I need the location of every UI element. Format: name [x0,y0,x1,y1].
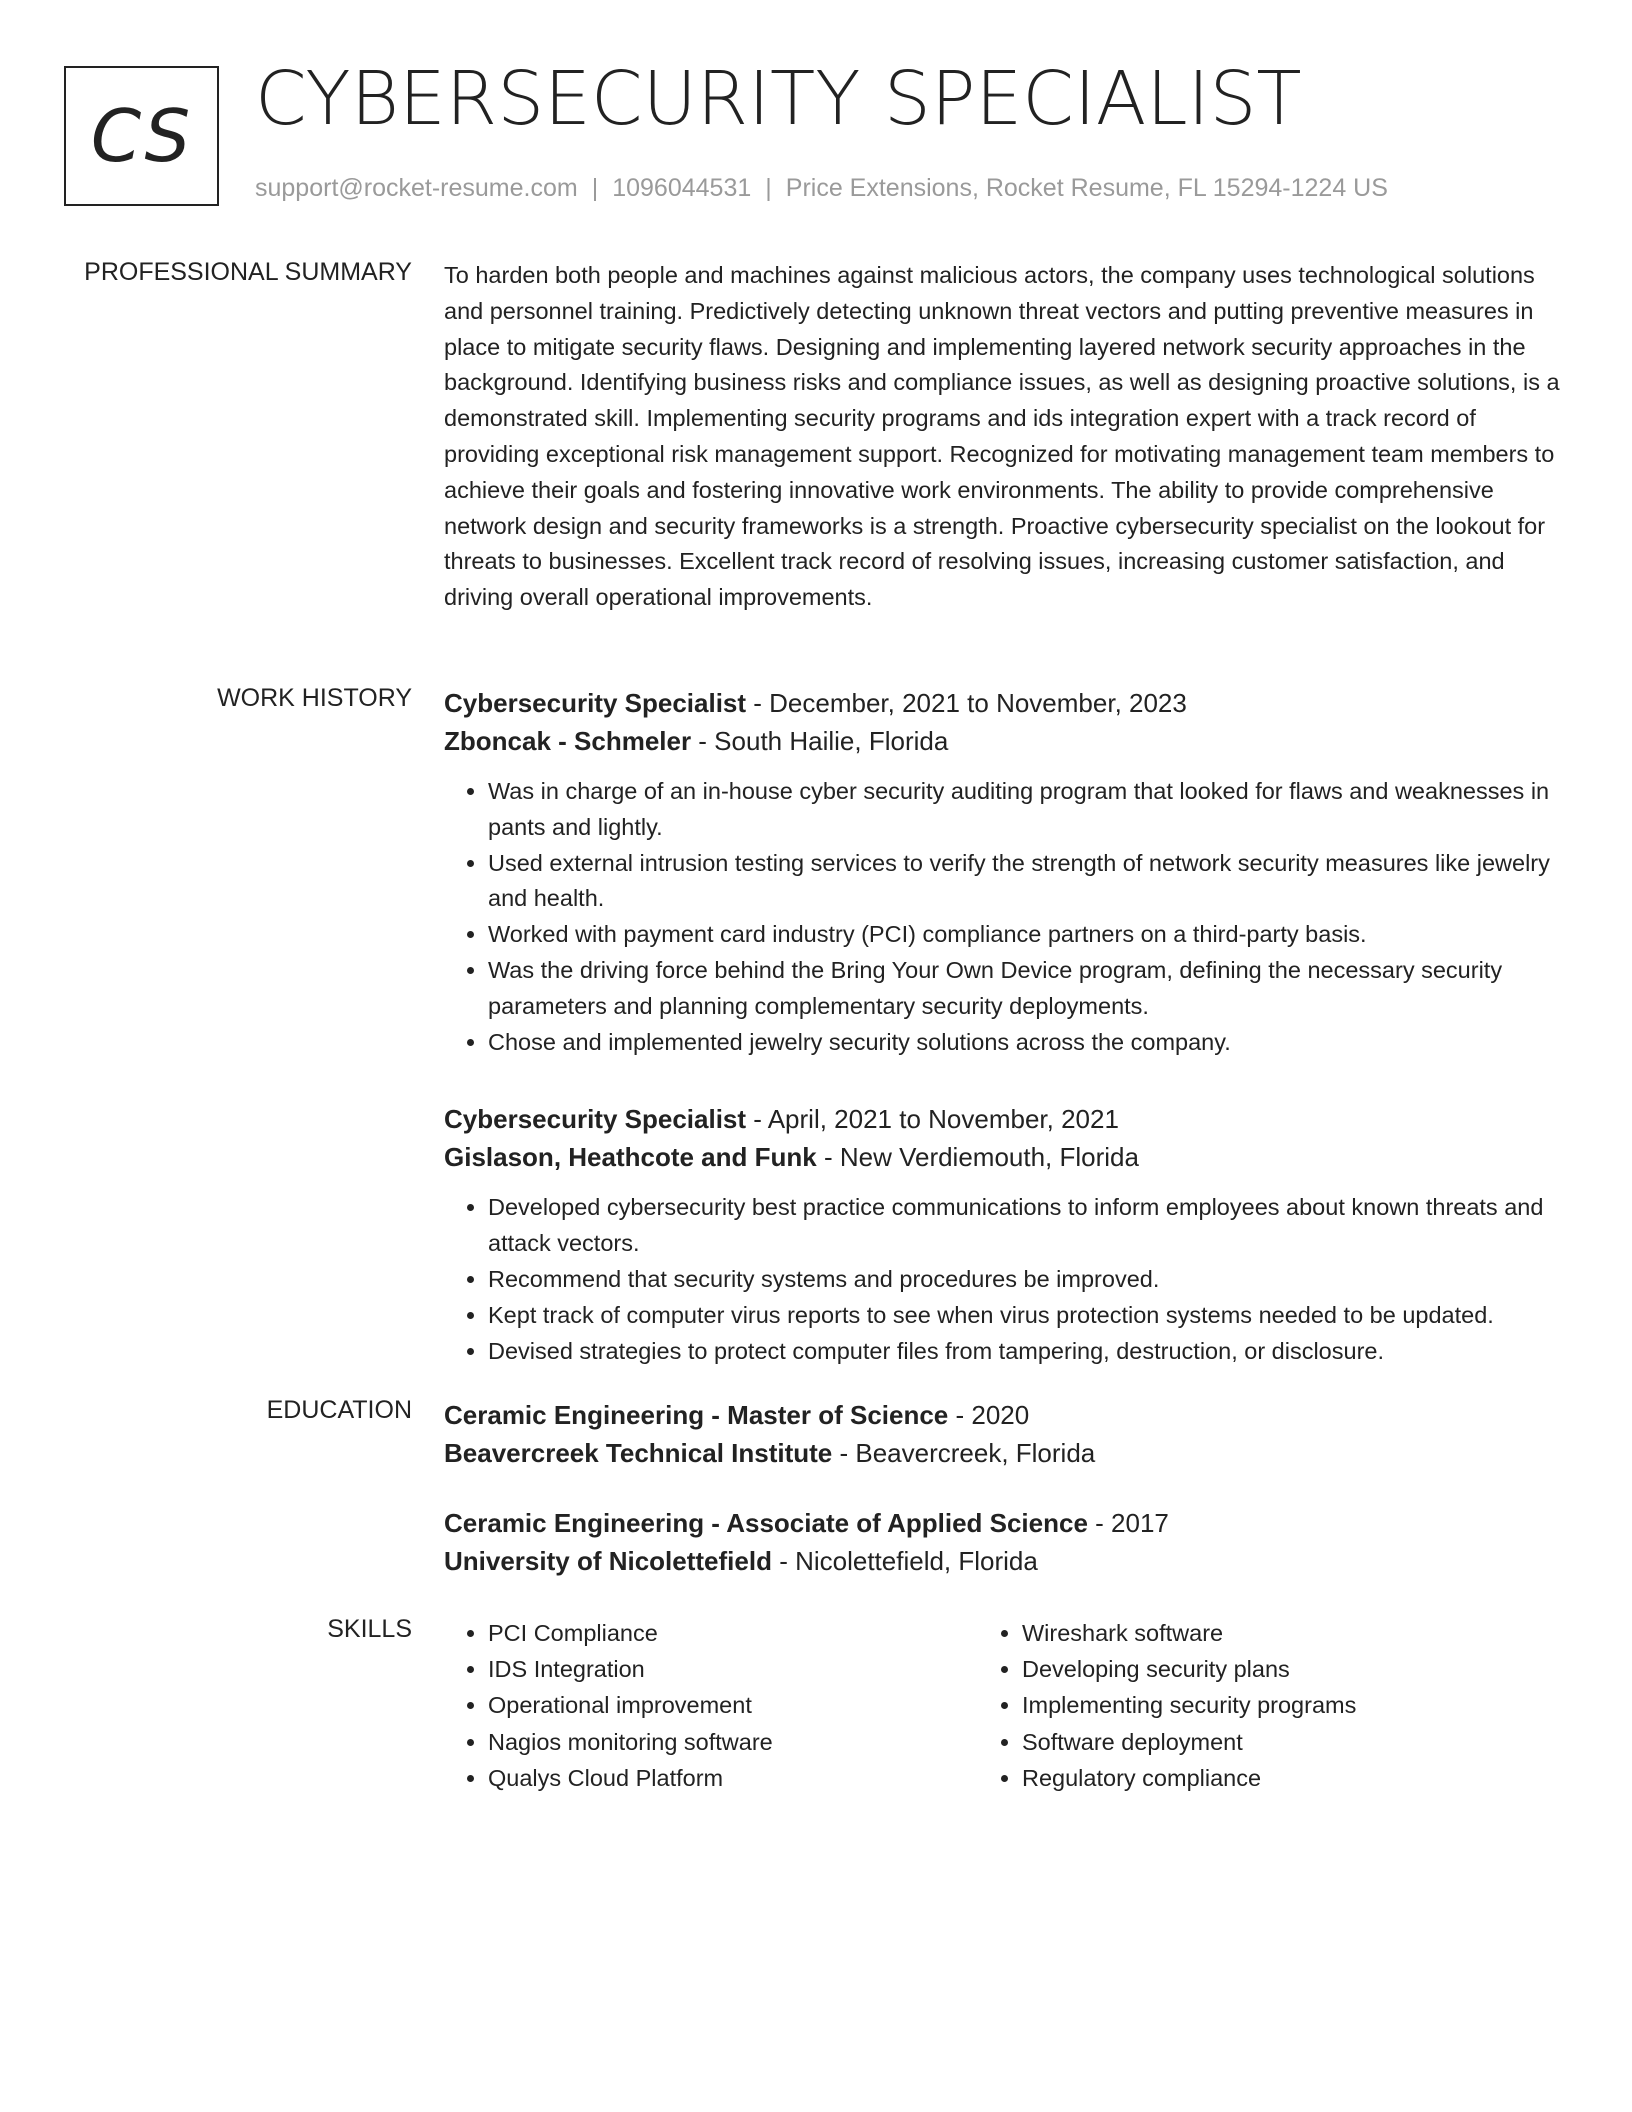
school-line [444,1434,1562,1472]
education-heading: EDUCATION [266,1396,412,1424]
degree: Ceramic Engineering - Associate of Applied Science [444,1508,1088,1538]
job-bullet: • Was the driving force behind the Bring Your Own Device program, defining the necessary security parameters and planning complementary security deployments. [488,953,1562,1025]
job-role-line [444,684,1562,722]
skills-column-right [978,1615,1522,1796]
skill-item: • IDS Integration [488,1651,988,1687]
skills-grid [444,1615,1562,1796]
job-role: Cybersecurity Specialist [444,1104,747,1135]
degree-line [444,1504,1562,1542]
summary-text: To harden both people and machines against malicious actors, the company uses technological solutions and personnel training. Predictively detecting unknown threat vectors and putting preventive measures in place to mitigate security flaws. Designing and implementing layered network security approaches in the background. Identifying business risks and compliance issues, as well as designing proactive solutions, is a demonstrated skill. Implementing security programs and ids integration expert with a track record of providing exceptional risk management support. Recognized for motivating management team members to achieve their goals and fostering innovative work environments. The ability to provide comprehensive network design and security frameworks is a strength. Proactive cybersecurity specialist on the lookout for threats to businesses. Excellent track record of resolving issues, increasing customer satisfaction, and driving overall operational improvements. [444,262,1560,611]
contact-separator: | [591,174,599,202]
job-company-line [444,1138,1562,1176]
job-bullet: • Kept track of computer virus reports to see when virus protection systems needed to be updated. [488,1298,1562,1334]
job-location: - New Verdiemouth, Florida [816,1142,1139,1173]
job-company: Zboncak - Schmeler [444,726,692,756]
monogram-logo: CS [64,66,219,206]
skill-item: • Operational improvement [488,1687,988,1723]
school: University of Nicolettefield [444,1546,772,1576]
degree-year: - 2020 [948,1400,1030,1430]
job-bullets [444,774,1562,1060]
contact-phone: 1096044531 [612,174,752,202]
contact-line [255,174,1388,203]
job-bullet: • Developed cybersecurity best practice communications to inform employees about known threats and attack vectors. [488,1190,1562,1262]
job-entry [444,684,1562,1060]
job-bullet: • Was in charge of an in-house cyber security auditing program that looked for flaws and weaknesses in pants and lightly. [488,774,1562,846]
contact-address: Price Extensions, Rocket Resume, FL 15294-1224 US [785,174,1388,202]
degree: Ceramic Engineering - Master of Science [444,1400,949,1430]
skill-item: • Software deployment [1022,1724,1522,1760]
education-entry [444,1396,1562,1472]
candidate-title: CYBERSECURITY SPECIALIST [255,56,1302,142]
skills-column-left [444,1615,988,1796]
contact-separator: | [765,174,772,202]
work-history-heading: WORK HISTORY [217,684,412,712]
job-bullets [444,1190,1562,1369]
skill-item: • Regulatory compliance [1022,1760,1522,1796]
job-dates: - December, 2021 to November, 2023 [746,688,1187,718]
job-location: - South Hailie, Florida [691,726,949,756]
job-bullet: • Chose and implemented jewelry security solutions across the company. [488,1025,1562,1061]
skill-item: • Nagios monitoring software [488,1724,988,1760]
summary-heading: PROFESSIONAL SUMMARY [84,258,412,286]
job-bullet: • Devised strategies to protect computer files from tampering, destruction, or disclosure. [488,1334,1562,1370]
school-line [444,1542,1562,1580]
school-location: - Beavercreek, Florida [832,1438,1096,1468]
job-bullet: • Worked with payment card industry (PCI) compliance partners on a third-party basis. [488,917,1562,953]
job-bullet: • Used external intrusion testing services to verify the strength of network security measures like jewelry and health. [488,846,1562,918]
job-role: Cybersecurity Specialist [444,688,747,718]
job-bullet: • Recommend that security systems and procedures be improved. [488,1262,1562,1298]
skill-item: • Qualys Cloud Platform [488,1760,988,1796]
degree-line [444,1396,1562,1434]
job-dates: - April, 2021 to November, 2021 [746,1104,1119,1135]
job-company-line [444,722,1562,760]
job-company: Gislason, Heathcote and Funk [444,1142,817,1173]
degree-year: - 2017 [1087,1508,1169,1538]
school: Beavercreek Technical Institute [444,1438,833,1468]
contact-email: support@rocket-resume.com [255,174,578,202]
skill-item: • Implementing security programs [1022,1687,1522,1723]
skill-item: • Developing security plans [1022,1651,1522,1687]
skills-heading: SKILLS [327,1615,412,1643]
job-entry [444,1100,1562,1369]
school-location: - Nicolettefield, Florida [771,1546,1038,1576]
education-entry [444,1504,1562,1580]
job-role-line [444,1100,1562,1138]
skill-item: • PCI Compliance [488,1615,988,1651]
skill-item: • Wireshark software [1022,1615,1522,1651]
